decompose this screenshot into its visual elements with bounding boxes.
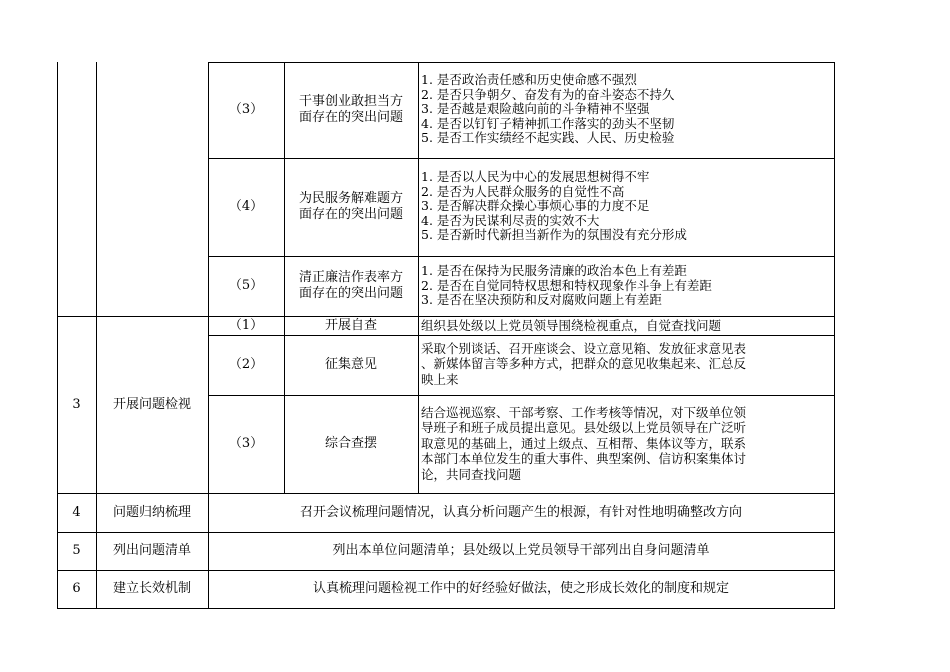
item-details <box>421 341 746 387</box>
topic-line: 干事创业敢担当方 <box>298 94 403 109</box>
row-title: 问题归纳梳理 <box>112 504 191 520</box>
section-title: 开展问题检视 <box>112 396 191 412</box>
item-topic: 综合查摆 <box>324 436 377 451</box>
item-details <box>421 405 746 482</box>
row-title: 建立长效机制 <box>112 581 191 596</box>
item-details <box>421 73 674 146</box>
item-topic: 开展自查 <box>324 317 377 333</box>
detail-line: 结合巡视巡察、干部考察、工作考核等情况，对下级单位领 <box>421 405 747 420</box>
detail-line: 4. 是否为民谋利尽责的实效不大 <box>421 212 600 228</box>
topic-line: 为民服务解难题方 <box>298 191 403 206</box>
grid-line <box>418 62 419 493</box>
detail-line: 2. 是否只争朝夕、奋发有为的奋斗姿态不持久 <box>421 86 675 102</box>
detail-line: 2. 是否在自觉同特权思想和特权现象作斗争上有差距 <box>421 277 712 293</box>
row-number: 6 <box>72 581 81 596</box>
detail-line: 导班子和班子成员提出意见。县处级以上党员领导在广泛听 <box>421 420 747 436</box>
item-number: （1） <box>228 317 264 333</box>
row-title: 列出问题清单 <box>112 543 191 558</box>
detail-line: 1. 是否在保持为民服务清廉的政治本色上有差距 <box>421 263 687 278</box>
detail-line: 论，共同查找问题 <box>421 466 522 482</box>
item-topic <box>284 158 418 256</box>
detail-line: 1. 是否以人民为中心的发展思想树得不牢 <box>421 169 650 184</box>
item-topic <box>284 62 418 158</box>
topic-line: 面存在的突出问题 <box>298 207 403 222</box>
detail-line: 5. 是否新时代新担当新作为的氛围没有充分形成 <box>421 227 687 243</box>
item-details <box>421 170 687 243</box>
detail-line: 本部门本单位发生的重大事件、典型案例、信访积案集体讨 <box>421 451 747 467</box>
item-topic <box>284 256 418 316</box>
detail-line: 采取个别谈话、召开座谈会、设立意见箱、发放征求意见表 <box>421 341 747 356</box>
item-number: （2） <box>228 357 264 372</box>
row-content: 列出本单位问题清单；县处级以上党员领导干部列出自身问题清单 <box>332 543 710 558</box>
detail-line: 2. 是否为人民群众服务的自觉性不高 <box>421 183 625 199</box>
row-content: 认真梳理问题检视工作中的好经验好做法，使之形成长效化的制度和规定 <box>312 581 729 596</box>
topic-line: 面存在的突出问题 <box>298 286 403 301</box>
grid-line <box>57 608 835 609</box>
item-number: （5） <box>228 278 264 293</box>
detail-line: 1. 是否政治责任感和历史使命感不强烈 <box>421 72 637 87</box>
item-number: （3） <box>228 436 264 451</box>
detail-line: 、新媒体留言等多种方式，把群众的意见收集起来、汇总反 <box>421 356 747 372</box>
detail-line: 组织县处级以上党员领导围绕检视重点，自觉查找问题 <box>421 318 722 333</box>
item-topic: 征集意见 <box>324 357 377 372</box>
section-number: 3 <box>72 396 81 412</box>
detail-line: 取意见的基础上，通过上级点、互相帮、集体议等方，联系 <box>421 435 747 451</box>
grid-line <box>834 62 835 609</box>
item-details <box>421 318 721 333</box>
detail-line: 映上来 <box>421 371 459 387</box>
topic-line: 清正廉洁作表率方 <box>298 270 403 285</box>
detail-line: 3. 是否在坚决预防和反对腐败问题上有差距 <box>421 292 662 308</box>
detail-line: 3. 是否越是艰险越向前的斗争精神不坚强 <box>421 101 650 117</box>
topic-line: 面存在的突出问题 <box>298 110 403 125</box>
detail-line: 3. 是否解决群众操心事烦心事的力度不足 <box>421 198 650 214</box>
row-number: 4 <box>72 504 81 520</box>
item-number: （3） <box>228 102 264 117</box>
item-number: （4） <box>228 199 264 214</box>
row-number: 5 <box>72 543 81 558</box>
item-details <box>421 264 712 308</box>
detail-line: 4. 是否以钉钉子精神抓工作落实的劲头不坚韧 <box>421 115 675 131</box>
row-content: 召开会议梳理问题情况，认真分析问题产生的根源，有针对性地明确整改方向 <box>299 504 742 520</box>
detail-line: 5. 是否工作实绩经不起实践、人民、历史检验 <box>421 130 675 146</box>
